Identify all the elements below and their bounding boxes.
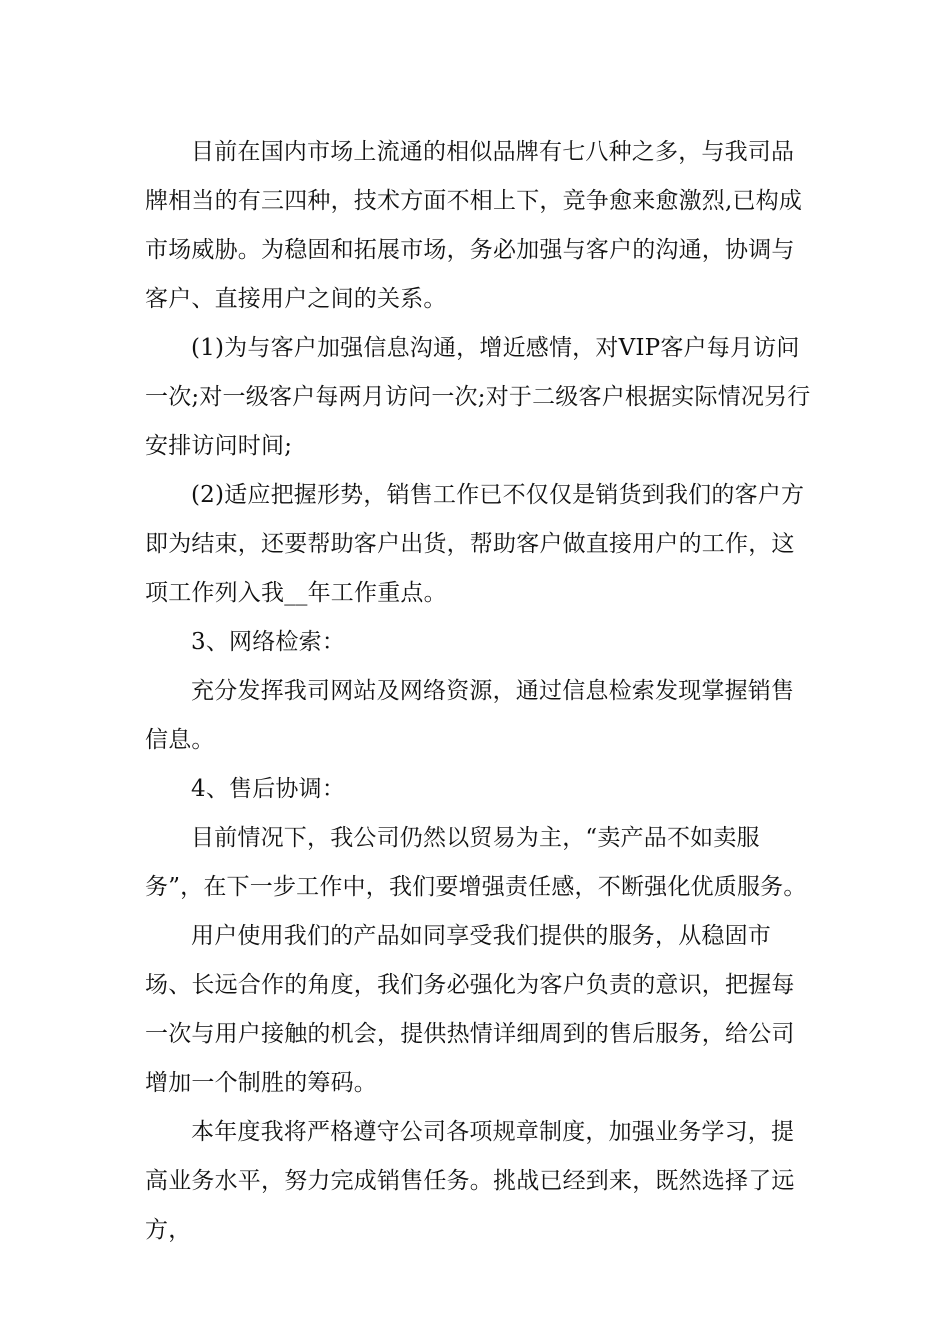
paragraph-annual-goals: 本年度我将严格遵守公司各项规章制度，加强业务学习，提高业务水平，努力完成销售任务。挑战已经到来，既然选择了远方， [145, 1119, 795, 1243]
heading-after-sales: 4、售后协调： [191, 776, 346, 802]
document-body [145, 128, 815, 1255]
heading-network-search: 3、网络检索： [191, 629, 346, 655]
paragraph-customer-responsibility: 用户使用我们的产品如同享受我们提供的服务，从稳固市场、长远合作的角度，我们务必强化为客户负责的意识，把握每一次与用户接触的机会，提供热情详细周到的售后服务，给公司增加一个制胜的筹码。 [145, 923, 795, 1096]
paragraph-visit-schedule: (1)为与客户加强信息沟通，增近感情，对VIP客户每月访问一次;对一级客户每两月访问一次;对于二级客户根据实际情况另行安排访问时间; [145, 335, 811, 459]
paragraph-network-resources: 充分发挥我司网站及网络资源，通过信息检索发现掌握销售信息。 [145, 678, 795, 753]
paragraph-sales-support: (2)适应把握形势，销售工作已不仅仅是销货到我们的客户方即为结束，还要帮助客户出货，帮助客户做直接用户的工作，这项工作列入我__年工作重点。 [145, 482, 805, 606]
paragraph-market-competition: 目前在国内市场上流通的相似品牌有七八种之多，与我司品牌相当的有三四种，技术方面不相上下，竞争愈来愈激烈,已构成市场威胁。为稳固和拓展市场，务必加强与客户的沟通，协调与客户、直接用户之间的关系。 [145, 139, 803, 312]
paragraph-service-focus: 目前情况下，我公司仍然以贸易为主，“卖产品不如卖服务”，在下一步工作中，我们要增强责任感，不断强化优质服务。 [145, 825, 807, 900]
